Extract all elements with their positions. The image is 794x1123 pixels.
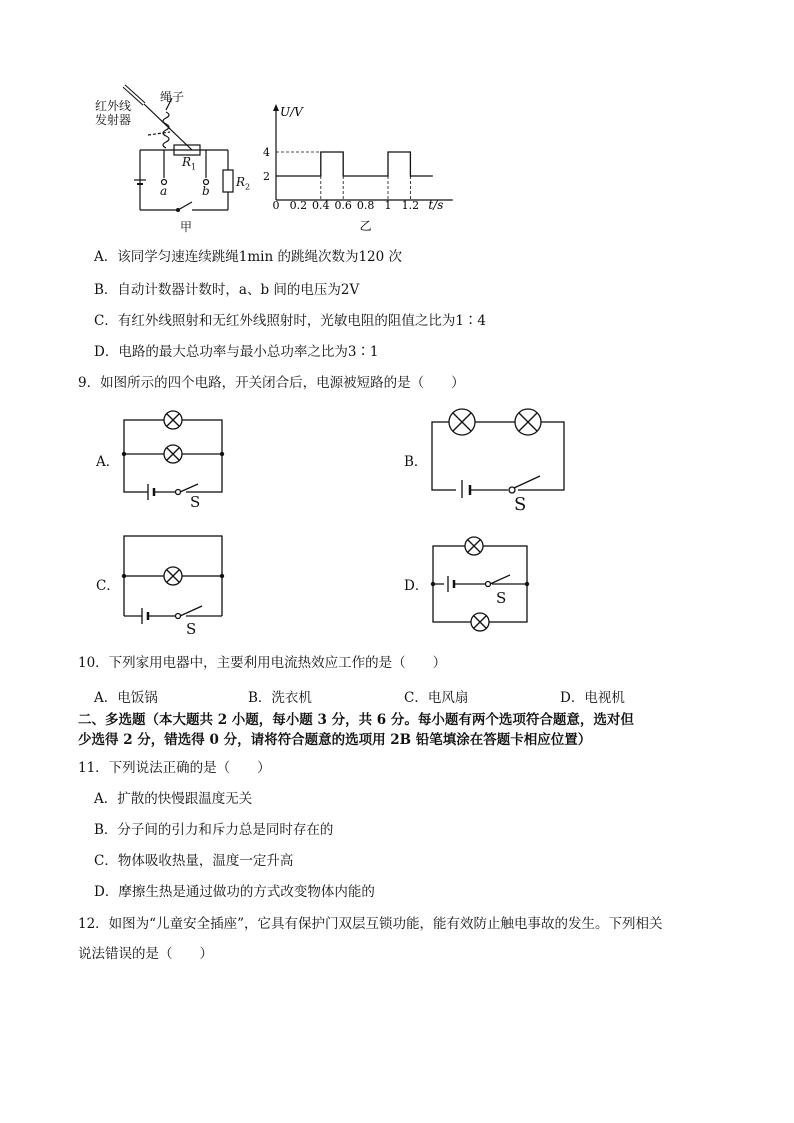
r1-label: $R_1$ [182, 155, 197, 172]
q12-stem-line2: 说法错误的是（ ） [78, 946, 213, 962]
x-tick-label: 0.2 [289, 199, 308, 212]
q10-option-d: D．电视机 [560, 690, 625, 706]
voltage-series-line [276, 152, 433, 176]
q10-option-b: B．洗衣机 [248, 690, 312, 706]
rope-label: 绳子 [160, 90, 185, 104]
q9-label-c: C． [96, 578, 120, 594]
q8-option-c: C．有红外线照射和无红外线照射时，光敏电阻的阻值之比为1∶4 [94, 313, 487, 329]
section2-heading-line1: 二、多选题（本大题共 2 小题，每小题 3 分，共 6 分。每小题有两个选项符合题意，选对但 [78, 712, 634, 728]
x-tick-label: 1 [384, 199, 392, 212]
y-axis-label: U/V [280, 105, 303, 119]
q11-option-c: C．物体吸收热量，温度一定升高 [94, 853, 294, 869]
y-tick-label: 4 [263, 146, 270, 159]
q9-circuit-d [428, 532, 534, 636]
q9-circuit-b [428, 404, 570, 499]
q11-option-d: D．摩擦生热是通过做功的方式改变物体内能的 [94, 884, 375, 900]
section2-heading-line2: 少选得 2 分，错选得 0 分，请将符合题意的选项用 2B 铅笔填涂在答题卡相应位置） [78, 732, 592, 748]
q9-a-switch-label: S [190, 493, 201, 511]
q10-stem: 10．下列家用电器中，主要利用电流热效应工作的是（ ） [78, 655, 447, 671]
q12-stem-line1: 12．如图为“儿童安全插座”，它具有保护门双层互锁功能，能有效防止触电事故的发生。下列相关 [78, 916, 663, 932]
infrared-emitter-label: 红外线 发射器 [95, 99, 132, 127]
q8-option-b: B．自动计数器计数时，a、b 间的电压为2V [94, 282, 360, 298]
q9-circuit-c [118, 532, 228, 636]
figure-yi-caption: 乙 [359, 219, 372, 233]
x-tick-label: 0 [272, 199, 280, 212]
q11-option-a: A．扩散的快慢跟温度无关 [94, 791, 253, 807]
q10-option-a: A．电饭锅 [94, 690, 158, 706]
q9-c-switch-label: S [186, 620, 197, 638]
q9-label-d: D． [404, 578, 429, 594]
y-tick-label: 2 [263, 170, 270, 183]
q8-option-a: A．该同学匀速连续跳绳1min 的跳绳次数为120 次 [94, 249, 403, 265]
x-axis-label: t/s [428, 198, 444, 212]
q9-stem: 9．如图所示的四个电路，开关闭合后，电源被短路的是（ ） [78, 375, 465, 391]
terminal-b-label: b [202, 184, 210, 198]
q9-circuit-a [118, 408, 228, 518]
q9-b-switch-label: S [514, 494, 527, 515]
y-axis-arrow [273, 104, 279, 111]
terminal-a-label: a [160, 184, 168, 198]
x-tick-label: 0.4 [312, 199, 330, 212]
r2-label: $R_2$ [236, 175, 251, 192]
x-tick-label: 0.8 [356, 199, 375, 212]
figure-yi-chart [262, 100, 462, 240]
q9-d-switch-label: S [496, 589, 507, 607]
q9-label-b: B． [404, 454, 428, 470]
x-tick-label: 1.2 [401, 199, 420, 212]
q9-label-a: A． [96, 454, 120, 470]
x-tick-label: 0.6 [334, 199, 352, 212]
q8-option-d: D．电路的最大总功率与最小总功率之比为3∶1 [94, 344, 379, 360]
q11-stem: 11．下列说法正确的是（ ） [78, 760, 271, 776]
q10-option-c: C．电风扇 [404, 690, 469, 706]
figure-jia-caption: 甲 [180, 220, 193, 234]
q11-option-b: B．分子间的引力和斥力总是同时存在的 [94, 822, 334, 838]
